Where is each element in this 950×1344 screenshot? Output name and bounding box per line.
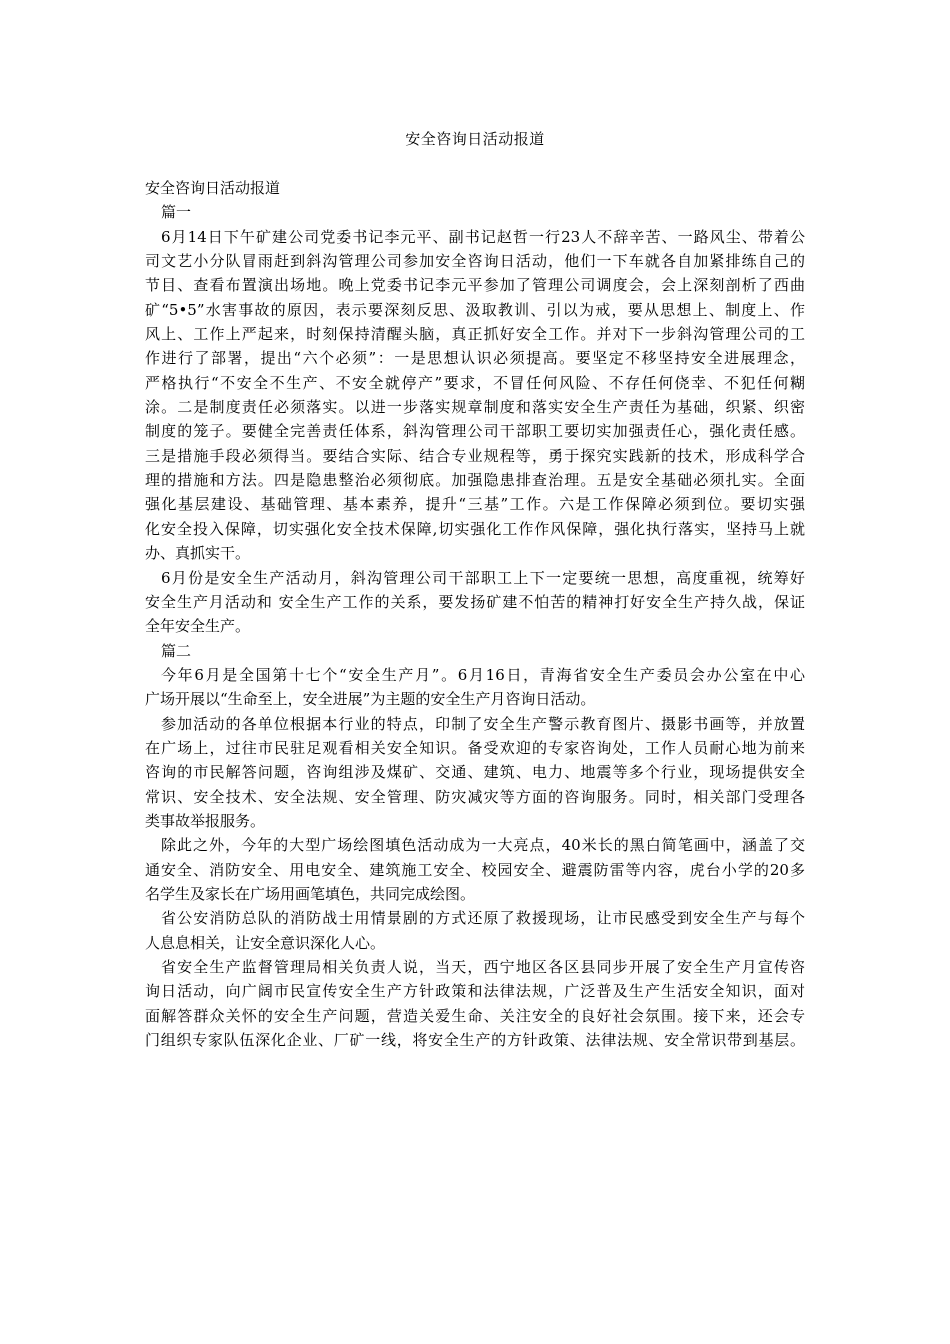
text-line: 矿“5•5”水害事故的原因，表示要深刻反思、汲取教训、引以为戒，要从思想上、制度上、作	[145, 300, 805, 319]
text-line: 咨询的市民解答问题，咨询组涉及煤矿、交通、建筑、电力、地震等多个行业，现场提供安全	[145, 763, 805, 782]
text-line: 司文艺小分队冒雨赶到斜沟管理公司参加安全咨询日活动，他们一下车就各自加紧排练自己的	[145, 252, 805, 271]
text-line: 询日活动，向广阔市民宣传安全生产方针政策和法律法规，广泛普及生产生活安全知识，面对	[145, 982, 805, 1001]
text-line: 安全生产月活动和 安全生产工作的关系，要发扬矿建不怕苦的精神打好安全生产持久战，保证	[145, 592, 805, 611]
text-line: 涂。二是制度责任必须落实。以进一步落实规章制度和落实安全生产责任为基础，织紧、织密	[145, 398, 805, 417]
text-line: 类事故举报服务。	[145, 811, 266, 830]
text-line: 全年安全生产。	[145, 617, 251, 636]
text-line: 在广场上，过往市民驻足观看相关安全知识。备受欢迎的专家咨询处，工作人员耐心地为前来	[145, 738, 805, 757]
text-line: 作进行了部署，提出“六个必须”：一是思想认识必须提高。要坚定不移坚持安全进展理念，	[145, 349, 805, 368]
text-line: 三是措施手段必须得当。要结合实际、结合专业规程等，勇于探究实践新的技术，形成科学合	[145, 446, 805, 465]
text-line: 风上、工作上严起来，时刻保持清醒头脑，真正抓好安全工作。并对下一步斜沟管理公司的工	[145, 325, 805, 344]
text-line: 人息息相关，让安全意识深化人心。	[145, 933, 386, 952]
document-title: 安全咨询日活动报道	[405, 130, 545, 148]
text-line: 节目、查看布置演出场地。晚上党委书记李元平参加了管理公司调度会，会上深刻剖析了西曲	[145, 276, 805, 295]
text-line: 化安全投入保障，切实强化安全技术保障,切实强化工作作风保障，强化执行落实，坚持马上就	[145, 519, 805, 538]
text-line: 省安全生产监督管理局相关负责人说，当天，西宁地区各区县同步开展了安全生产月宣传咨	[161, 958, 805, 976]
text-line: 篇二	[161, 641, 192, 660]
text-line: 名学生及家长在广场用画笔填色，共同完成绘图。	[145, 884, 476, 903]
text-line: 篇一	[161, 203, 192, 222]
document-page	[145, 0, 805, 1344]
text-line: 严格执行“不安全不生产、不安全就停产”要求，不冒任何风险、不存任何侥幸、不犯任何糊	[145, 373, 805, 392]
text-line: 面解答群众关怀的安全生产问题，营造关爱生命、关注安全的良好社会氛围。接下来，还会专	[145, 1006, 805, 1025]
document-body	[145, 176, 805, 1052]
text-line: 门组织专家队伍深化企业、厂矿一线，将安全生产的方针政策、法律法规、安全常识带到基层。	[145, 1031, 805, 1050]
text-line: 6月14日下午矿建公司党委书记李元平、副书记赵哲一行23人不辞辛苦、一路风尘、带着公	[161, 227, 805, 246]
text-line: 今年6月是全国第十七个“安全生产月”。6月16日，青海省安全生产委员会办公室在中心	[161, 665, 805, 684]
text-line: 6月份是安全生产活动月，斜沟管理公司干部职工上下一定要统一思想，高度重视，统筹好	[161, 568, 805, 587]
text-line: 参加活动的各单位根据本行业的特点，印制了安全生产警示教育图片、摄影书画等，并放置	[161, 714, 805, 733]
text-line: 安全咨询日活动报道	[145, 179, 281, 197]
text-line: 通安全、消防安全、用电安全、建筑施工安全、校园安全、避震防雷等内容，虎台小学的20多	[145, 860, 805, 879]
text-line: 强化基层建设、基础管理、基本素养，提升“三基”工作。六是工作保障必须到位。要切实强	[145, 495, 805, 514]
text-line: 广场开展以“生命至上，安全进展”为主题的安全生产月咨询日活动。	[145, 690, 596, 709]
text-line: 制度的笼子。要健全完善责任体系，斜沟管理公司干部职工要切实加强责任心，强化责任感。	[145, 422, 805, 441]
text-line: 常识、安全技术、安全法规、安全管理、防灾减灾等方面的咨询服务。同时，相关部门受理各	[145, 787, 805, 806]
text-line: 理的措施和方法。四是隐患整治必须彻底。加强隐患排查治理。五是安全基础必须扎实。全面	[145, 471, 805, 490]
text-line: 省公安消防总队的消防战士用情景剧的方式还原了救援现场，让市民感受到安全生产与每个	[161, 909, 805, 928]
text-line: 除此之外，今年的大型广场绘图填色活动成为一大亮点，40米长的黑白简笔画中，涵盖了交	[161, 836, 805, 855]
text-line: 办、真抓实干。	[145, 544, 251, 563]
